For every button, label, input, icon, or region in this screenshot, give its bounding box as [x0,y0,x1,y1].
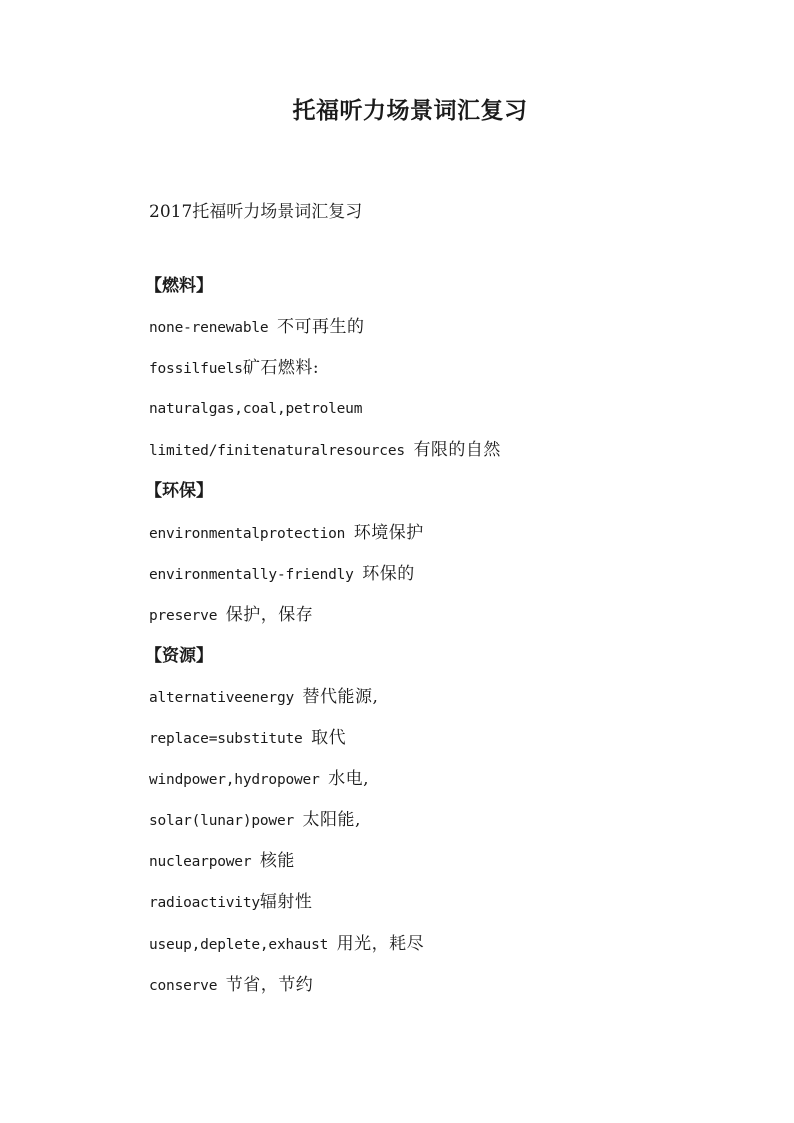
vocab-term: conserve [149,977,218,994]
vocab-entry [149,685,769,726]
vocab-term: none-renewable [149,320,269,337]
vocab-translation: 核能 [259,851,295,872]
vocab-term: naturalgas,coal,petroleum [149,401,363,418]
vocab-translation: 太阳能, [302,810,361,831]
vocab-entry [149,808,769,849]
vocab-term: useup,deplete,exhaust [149,936,329,953]
vocab-term: alternativeenergy [149,689,295,706]
vocab-entry [149,562,769,603]
vocab-entry [149,726,769,767]
vocab-entry [149,521,769,562]
vocab-entry [149,932,769,973]
vocab-entry [149,356,769,397]
vocab-translation: 水电, [328,769,370,790]
document-subtitle: 2017托福听力场景词汇复习 [149,202,363,222]
vocab-translation: 环境保护 [353,522,424,543]
vocab-translation: 辐射性 [259,892,313,913]
vocab-term: environmentalprotection [149,525,346,542]
vocab-term: nuclearpower [149,854,252,871]
vocab-term: fossilfuels [149,361,243,378]
vocab-translation: 不可再生的 [276,317,365,338]
vocab-entry [149,438,769,479]
vocab-translation: 节省，节约 [225,974,314,995]
vocab-translation: 环保的 [362,563,415,584]
vocab-translation: 替代能源, [302,686,379,707]
vocab-translation: 保护，保存 [225,604,314,625]
section-heading-fuel: 【燃料】 [145,276,213,296]
vocab-entry [149,767,769,808]
vocab-translation: 矿石燃料: [242,358,320,379]
vocab-translation: 取代 [311,728,347,749]
vocab-translation: 有限的自然 [413,440,501,461]
vocab-term: windpower,hydropower [149,772,320,789]
vocabulary-list [145,274,769,1014]
vocab-entry [149,890,769,931]
vocab-entry [149,315,769,356]
document-title: 托福听力场景词汇复习 [292,97,528,124]
vocab-entry [149,397,769,438]
vocab-term: radioactivity [149,895,260,912]
section-heading-environment: 【环保】 [145,481,213,502]
vocab-term: preserve [149,607,218,624]
vocab-entry [149,973,769,1014]
vocab-term: environmentally-friendly [149,566,354,583]
vocab-term: replace=substitute [149,731,303,748]
vocab-entry [149,849,769,890]
vocab-term: limited/finitenaturalresources [149,443,405,460]
section-heading-resources: 【资源】 [145,645,213,666]
vocab-term: solar(lunar)power [149,813,295,830]
vocab-entry [149,603,769,644]
vocab-translation: 用光，耗尽 [336,933,425,954]
